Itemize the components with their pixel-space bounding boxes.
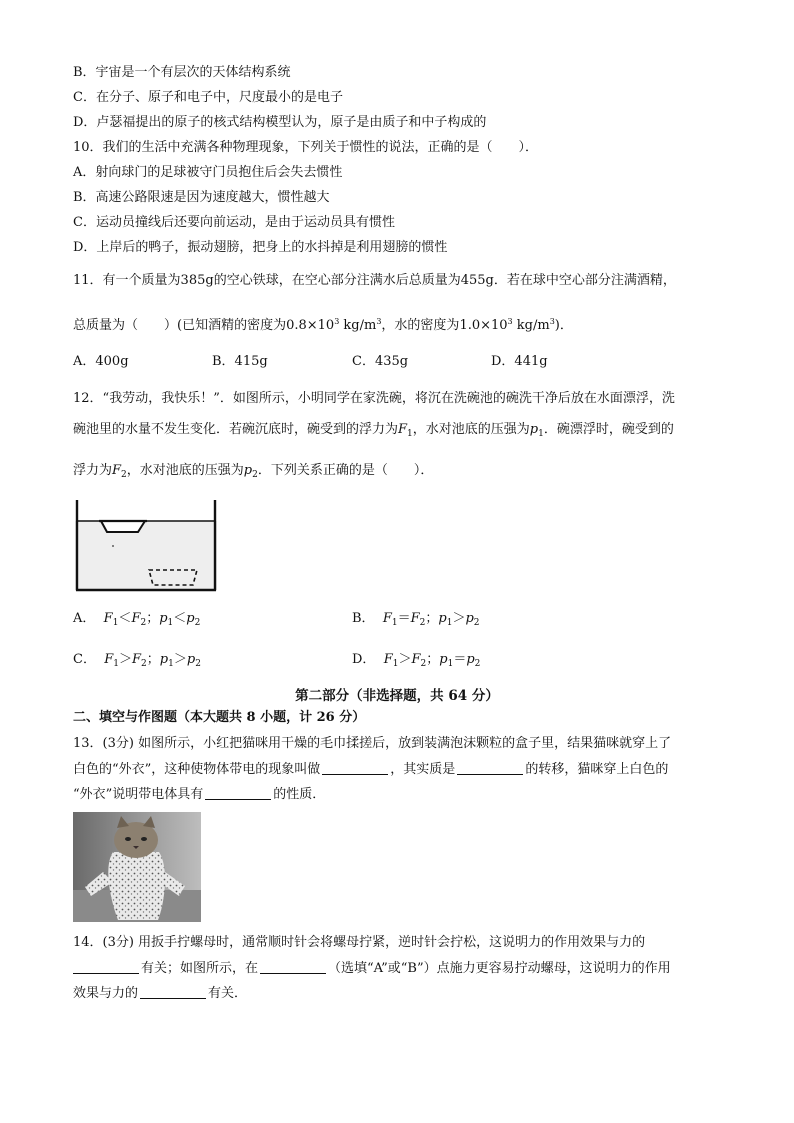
q12-stem-line2: 碗池里的水量不发生变化．若碗沉底时，碗受到的浮力为$F_1$，水对池底的压强为$p_1$．碗漂浮时，碗受到的 (73, 422, 674, 439)
q13-blank-1[interactable] (322, 760, 388, 775)
q10-stem: 10．我们的生活中充满各种物理现象，下列关于惯性的说法，正确的是（ ）． (73, 140, 539, 155)
q11-option-a: A．400g (73, 354, 129, 369)
q12-stem-line1: 12．“我劳动，我快乐！”．如图所示，小明同学在家洗碗，将沉在洗碗池的碗洗干净后放在水面漂浮，洗 (73, 391, 675, 406)
q11-stem-line1: 11．有一个质量为385g的空心铁球，在空心部分注满水后总质量为455g．若在球中空心部分注满酒精， (73, 273, 676, 288)
q14-stem-line3: 效果与力的 有关． (73, 986, 248, 1001)
sink-bowl-figure (75, 497, 220, 594)
q10-option-a: A．射向球门的足球被守门员抱住后会失去惯性 (73, 165, 343, 180)
q10-option-b: B．高速公路限速是因为速度越大，惯性越大 (73, 190, 330, 205)
q11-mass1: 385g (180, 273, 214, 288)
q12-option-d: D． $F_1>F_2$；$p_1=p_2$ (352, 652, 481, 669)
q10-option-c: C．运动员撞线后还要向前运动，是由于运动员具有惯性 (73, 215, 395, 230)
section2-title: 二、填空与作图题（本大题共 8 小题，计 26 分） (73, 710, 366, 725)
q12-stem-line3: 浮力为$F_2$，水对池底的压强为$p_2$．下列关系正确的是（ ）． (73, 463, 434, 480)
part2-title: 第二部分（非选择题，共 64 分） (295, 688, 499, 704)
q12-option-a: A． $F_1<F_2$；$p_1<p_2$ (73, 611, 201, 628)
q11-option-b: B．415g (212, 354, 268, 369)
q9-option-c: C．在分子、原子和电子中，尺度最小的是电子 (73, 90, 343, 105)
q12-option-b: B． $F_1=F_2$；$p_1>p_2$ (352, 611, 480, 628)
q13-blank-2[interactable] (457, 760, 523, 775)
q11-alcohol-density: $0.8\times 10^3$ $kg/m^3$ (286, 317, 382, 333)
q9-option-b: B．宇宙是一个有层次的天体结构系统 (73, 65, 291, 80)
q14-stem-line1: 14．(3分) 用扳手拧螺母时，通常顺时针会将螺母拧紧，逆时针会拧松，这说明力的作用效果与力的 (73, 935, 646, 950)
q14-blank-3[interactable] (140, 984, 206, 999)
q11-mass2: 455g (460, 273, 494, 288)
q11-water-density: $1.0\times 10^3$ $kg/m^3$ (459, 317, 555, 333)
q11-option-c: C．435g (352, 354, 409, 369)
q14-blank-1[interactable] (73, 959, 139, 974)
q11-option-d: D．441g (491, 354, 548, 369)
q14-blank-2[interactable] (260, 959, 326, 974)
q13-stem-line3: “外衣”说明带电体具有 的性质． (73, 787, 326, 802)
q11-stem-line2: 总质量为（ ）(已知酒精的密度为$0.8\times 10^3$ $kg/m^3$，水的密度为$1.0\times 10^3$ $kg/m^3$)． (73, 317, 573, 333)
q14-stem-line2: 有关；如图所示，在 （选填“A”或“B”）点施力更容易拧动螺母，这说明力的作用 (73, 959, 671, 978)
q10-option-d: D．上岸后的鸭子，振动翅膀，把身上的水抖掉是利用翅膀的惯性 (73, 240, 448, 255)
q13-blank-3[interactable] (205, 785, 271, 800)
q13-stem-line2: 白色的“外衣”，这种使物体带电的现象叫做 ，其实质是 的转移，猫咪穿上白色的 (73, 762, 669, 777)
q9-option-d: D．卢瑟福提出的原子的核式结构模型认为，原子是由质子和中子构成的 (73, 115, 487, 130)
cat-photo (73, 812, 201, 922)
q12-option-c: C． $F_1>F_2$；$p_1>p_2$ (73, 652, 201, 669)
q13-stem-line1: 13．(3分) 如图所示，小红把猫咪用干燥的毛巾揉搓后，放到装满泡沫颗粒的盒子里，结果猫咪就穿上了 (73, 736, 672, 751)
